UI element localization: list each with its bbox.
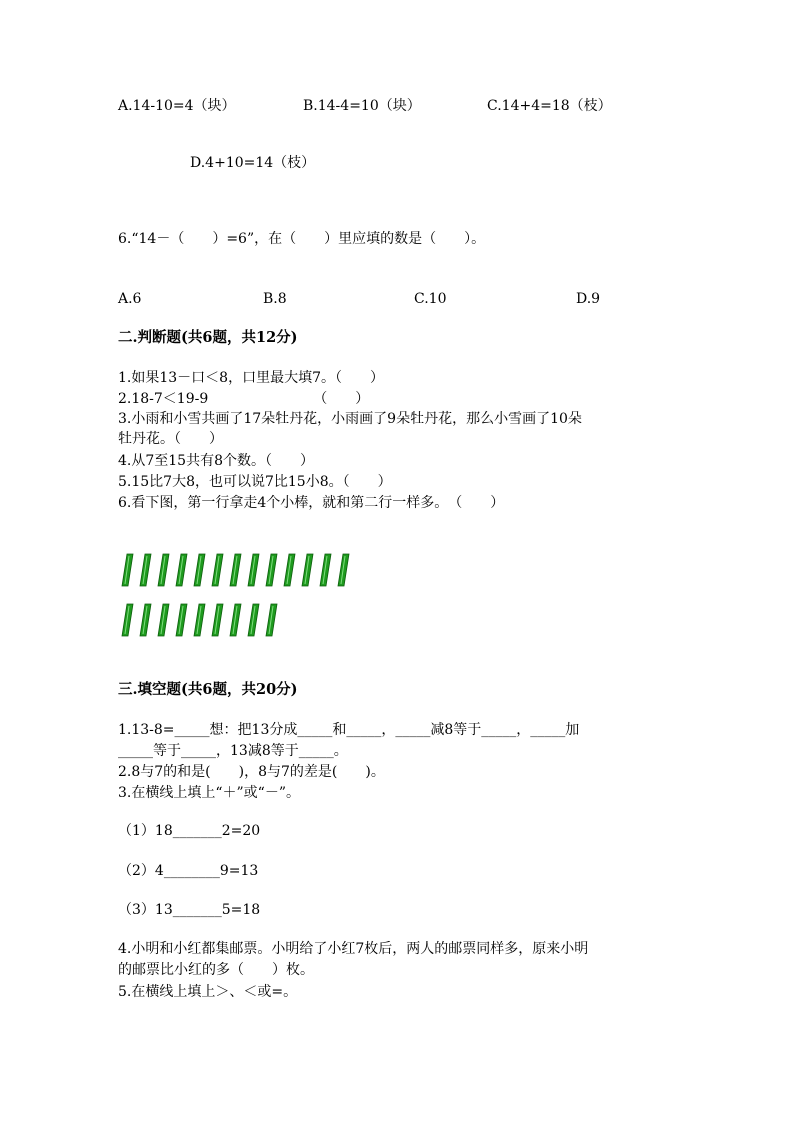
fill-item-5: 5.在横线上填上＞、＜或=。 [118, 984, 298, 1000]
stick-icon [122, 604, 133, 636]
q5-option-b: B.14-4=10（块） [303, 98, 421, 114]
fill-item-2: 2.8与7的和是( )，8与7的差是( )。 [118, 764, 385, 780]
stick-icon [212, 604, 223, 636]
sticks-row-1-figure [118, 552, 368, 588]
q6-option-b: B.8 [263, 291, 287, 307]
fill-sub-item-2: （2）4________9=13 [118, 863, 259, 879]
judge-item-5: 5.15比7大8，也可以说7比15小8。（ ） [118, 474, 392, 490]
fill-item-1-cont: _____等于_____，13减8等于_____。 [118, 743, 348, 759]
stick-icon [266, 604, 277, 636]
stick-icon [320, 554, 331, 586]
sticks-row-1 [118, 552, 368, 588]
fill-sub-item-3: （3）13_______5=18 [118, 902, 261, 918]
stick-icon [122, 554, 133, 586]
judge-item-1: 1.如果13－口＜8，口里最大填7。（ ） [118, 370, 384, 386]
stick-icon [212, 554, 223, 586]
stick-icon [284, 554, 295, 586]
q6-option-c: C.10 [414, 291, 447, 307]
sticks-row-2 [118, 602, 368, 638]
stick-icon [158, 554, 169, 586]
stick-icon [248, 554, 259, 586]
stick-icon [248, 604, 259, 636]
judge-item-3: 3.小雨和小雪共画了17朵牡丹花，小雨画了9朵牡丹花，那么小雪画了10朵 [118, 411, 582, 427]
section2-heading: 二.判断题(共6题，共12分) [118, 329, 298, 346]
stick-icon [158, 604, 169, 636]
judge-item-3-cont: 牡丹花。（ ） [118, 431, 223, 447]
section3-heading: 三.填空题(共6题，共20分) [118, 681, 298, 698]
q6-question: 6.“14－（ ）=6”，在（ ）里应填的数是（ ）。 [118, 231, 486, 247]
q5-option-a: A.14-10=4（块） [118, 98, 236, 114]
q5-option-d: D.4+10=14（枝） [190, 155, 316, 171]
stick-icon [140, 554, 151, 586]
sticks-row-2-figure [118, 602, 368, 638]
stick-icon [266, 554, 277, 586]
stick-icon [176, 554, 187, 586]
fill-item-4: 4.小明和小红都集邮票。小明给了小红7枚后，两人的邮票同样多，原来小明 [118, 941, 589, 957]
stick-icon [338, 554, 349, 586]
fill-item-3: 3.在横线上填上“＋”或“－”。 [118, 785, 300, 801]
fill-item-4-cont: 的邮票比小红的多（ ）枚。 [118, 962, 314, 978]
stick-icon [194, 554, 205, 586]
q6-option-d: D.9 [576, 291, 601, 307]
fill-item-1: 1.13-8=_____想：把13分成_____和_____，_____减8等于_____，_____加 [118, 722, 580, 738]
judge-item-4: 4.从7至15共有8个数。（ ） [118, 453, 314, 469]
stick-icon [230, 604, 241, 636]
q5-option-c: C.14+4=18（枝） [487, 98, 612, 114]
judge-item-2: 2.18-7＜19-9 （ ） [118, 391, 370, 407]
stick-icon [302, 554, 313, 586]
fill-sub-item-1: （1）18_______2=20 [118, 823, 261, 839]
judge-item-6: 6.看下图，第一行拿走4个小棒，就和第二行一样多。 （ ） [118, 495, 505, 511]
stick-icon [194, 604, 205, 636]
stick-icon [176, 604, 187, 636]
q6-option-a: A.6 [118, 291, 142, 307]
stick-icon [230, 554, 241, 586]
stick-icon [140, 604, 151, 636]
